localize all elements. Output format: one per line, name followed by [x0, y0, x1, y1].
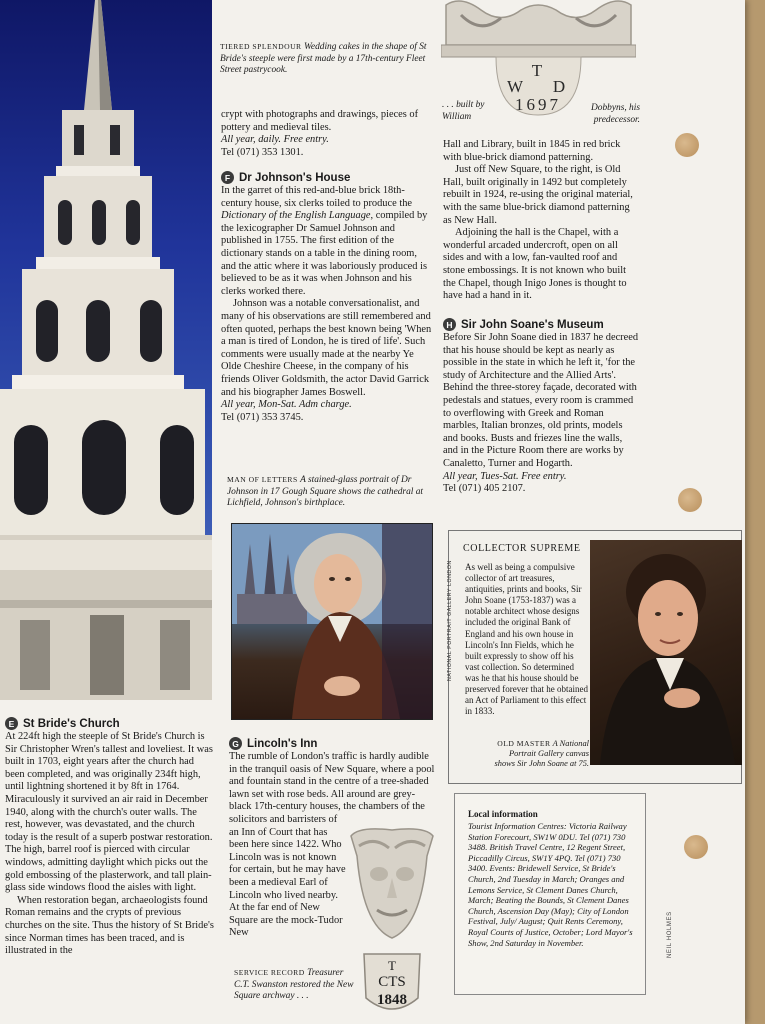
soane-portrait-image	[590, 540, 742, 765]
section-title: St Bride's Church	[23, 717, 120, 730]
binder-hole	[678, 488, 702, 512]
section-heading	[443, 318, 639, 331]
section-title: Dr Johnson's House	[239, 171, 351, 184]
section-heading	[5, 717, 215, 730]
section-hours: All year, Tues-Sat. Free entry.	[443, 470, 567, 482]
carving-letters: CTS	[378, 974, 406, 990]
carving-year: 1848	[377, 992, 407, 1008]
section-dr-johnsons-house	[221, 171, 433, 424]
green-man-carving	[349, 826, 435, 940]
ornament-letter-w: W	[506, 77, 524, 96]
section-paragraph: In the garret of this red-and-blue brick 18th-century house, six clerks toiled to produce the Dictionary of the English Language, compiled by the lexicographer Dr Samuel Johnson and published in 1755. The first edition of the dictionary stands on a table in the dining room, and the attic where it was laboriously produced is believed to be as it was when Johnson and his clerks worked there.	[221, 185, 428, 297]
section-title: Lincoln's Inn	[247, 737, 318, 750]
section-letter-badge: E	[5, 717, 18, 730]
intro-continuation	[221, 109, 433, 159]
section-paragraph: Before Sir John Soane died in 1837 he decreed that his house should be kept as nearly as possible in the state in which he left it, 'for the study of Architecture and the Allied Arts'. Behind the three-storey façade, decorated with pedestals and statues, every room is crammed to overflowing with Greek and Roman marbles, Italian bronzes, old prints, models and books. Busts and friezes line the walls, and in the Picture Room there are works by Canaletto, Turner and Hogarth.	[443, 332, 639, 469]
section-heading	[221, 171, 433, 184]
binder-hole	[684, 835, 708, 859]
carving-letter-t: T	[388, 958, 396, 973]
caption-text: Treasurer C.T. Swanston restored the New Square archway . . .	[234, 968, 354, 1001]
section-heading	[229, 737, 435, 750]
service-record-caption	[234, 967, 356, 1003]
caption-text: Wedding cakes in the shape of St Bride's steeple were first made by a 17th-century Fleet Street pastrycook.	[220, 42, 427, 75]
photographer-credit: NEIL HOLMES	[667, 911, 673, 958]
box-title: Local information	[468, 809, 538, 819]
caption-text: A stained-glass portrait of Dr Johnson in 17 Gough Square shows the cathedral at Lichfield, Johnson's birthplace.	[227, 475, 423, 508]
lincolns-inn-continuation	[443, 139, 639, 303]
intro-text: crypt with photographs and drawings, pieces of pottery and medieval tiles.	[221, 109, 419, 133]
section-title: Sir John Soane's Museum	[461, 318, 604, 331]
section-paragraph: At 224ft high the steeple of St Bride's Church is Sir Christopher Wren's tallest and loveliest. It was built in 1703, eight years after the church had been completed, and was originally 234ft high, until lightning shortened it by 8ft in 1764. Miraculously it survived an air raid in December 1940, along with the church's outer walls. The rest, however, was devastated, and the church today is the result of a superb postwar restoration. The high, barrel roof is pierced with circular windows, admitting daylight which picks out the gold embossing of the plasterwork, and tall plain-glass side windows flood the aisles with light.	[5, 731, 213, 894]
ornament-letter-t: T	[531, 61, 543, 80]
ornament-year: 1697	[515, 95, 561, 114]
man-of-letters-caption	[227, 474, 429, 510]
photo-credit: NATIONAL PORTRAIT GALLERY LONDON	[447, 560, 453, 681]
section-letter-badge: G	[229, 737, 242, 750]
section-paragraph: Johnson was a notable conversationalist, and many of his observations are still remembered and often quoted, perhaps the best known being 'When a man is tired of London, he is tired of life'. Such comments were usually made at the nearby Ye Olde Cheshire Cheese, in the company of his friends Oliver Goldsmith, the actor David Garrick and his biographer James Boswell.	[221, 298, 432, 398]
section-paragraph: The rumble of London's traffic is hardly audible in the tranquil oasis of New Square, where a pool and fountain stand in the centre of a tree-shaded lawn set with rose beds. All around are grey-black 17th-century houses, the chambers of the	[229, 751, 435, 813]
box-text: As well as being a compulsive collector of art treasures, antiquities, prints and books, Sir John Soane (1753-1837) was a notable architect whose designs included the original Bank of England and his own house in Lincoln's Inn Fields, which he built expressly to show off his vast collection. So determined was he that his house should be preserved forever that he obtained an Act of Parliament to this effect in 1833.	[465, 562, 588, 717]
caption-label: TIERED SPLENDOUR	[220, 42, 302, 51]
section-sir-john-soanes-museum	[443, 318, 639, 496]
box-title: COLLECTOR SUPREME	[463, 543, 581, 554]
section-paragraph: Just off New Square, to the right, is Old Hall, built originally in 1492 but completely rebuilt in 1924, re-using the original material, with the same blue-brick diamond patterning as New Hall.	[443, 164, 633, 226]
intro-tel: Tel (071) 353 1301.	[221, 146, 304, 158]
section-tel: Tel (071) 405 2107.	[443, 483, 526, 495]
ornament-letter-d: D	[552, 77, 566, 96]
local-information-box	[454, 793, 646, 995]
box-text: Tourist Information Centres: Victoria Railway Station Forecourt, SW1W 0DU. Tel (071) 730 3488. British Travel Centre, 12 Regent Street, Piccadilly Circus, SW1Y 4PQ. Tel (071) 730 3400. Events: Bridewell Service, St Bride's Church, 2nd Tuesday in March; Oranges and Lemons Service, St Clement Danes Church, March; Beating the Bounds, St Clement Danes Church, Ascension Day (May); City of London Festival, July/ August; Quit Rents Ceremony, Royal Courts of Justice, October; Lord Mayor's Show, 2nd Saturday in November.	[468, 821, 633, 948]
ornament-caption-left: . . . built by William	[442, 100, 485, 122]
caption-label: SERVICE RECORD	[234, 968, 305, 977]
section-letter-badge: F	[221, 171, 234, 184]
tiered-splendour-caption	[220, 41, 430, 77]
section-st-brides-church	[5, 717, 215, 958]
section-letter-badge: H	[443, 318, 456, 331]
ornament-caption-right: Dobbyns, his predecessor.	[591, 103, 640, 125]
section-paragraph: Hall and Library, built in 1845 in red brick with blue-brick diamond patterning.	[443, 139, 621, 163]
cts-1848-carving	[358, 950, 426, 1020]
binder-hole	[675, 133, 699, 157]
section-hours: All year, Mon-Sat. Adm charge.	[221, 399, 352, 411]
johnson-stained-glass-image	[231, 523, 433, 720]
old-master-caption: OLD MASTER A National Portrait Gallery canvas shows Sir John Soane at 75.	[494, 739, 589, 769]
intro-hours: All year, daily. Free entry.	[221, 134, 329, 146]
section-paragraph: Adjoining the hall is the Chapel, with a wonderful arcaded undercroft, open on all sides and with a low, fan-vaulted roof and stone embossings. It is not known who built the Chapel, though Inigo Jones is thought to have had a hand in it.	[443, 227, 627, 302]
section-paragraph: solicitors and barristers of an Inn of Court that has been here since 1422. Who Lincoln was is not known for certain, but he may have been a medieval Earl of Lincoln who lived nearby. At the far end of New Square are the mock-Tudor New	[229, 813, 346, 939]
steeple-photo	[0, 0, 212, 700]
caption-label: MAN OF LETTERS	[227, 475, 298, 484]
section-tel: Tel (071) 353 3745.	[221, 411, 304, 423]
section-paragraph: When restoration began, archaeologists found Roman remains and the crypts of previous churches on the site. Thus the history of St Bride's since Norman times has been traced, and is illustrated in the	[5, 894, 214, 957]
